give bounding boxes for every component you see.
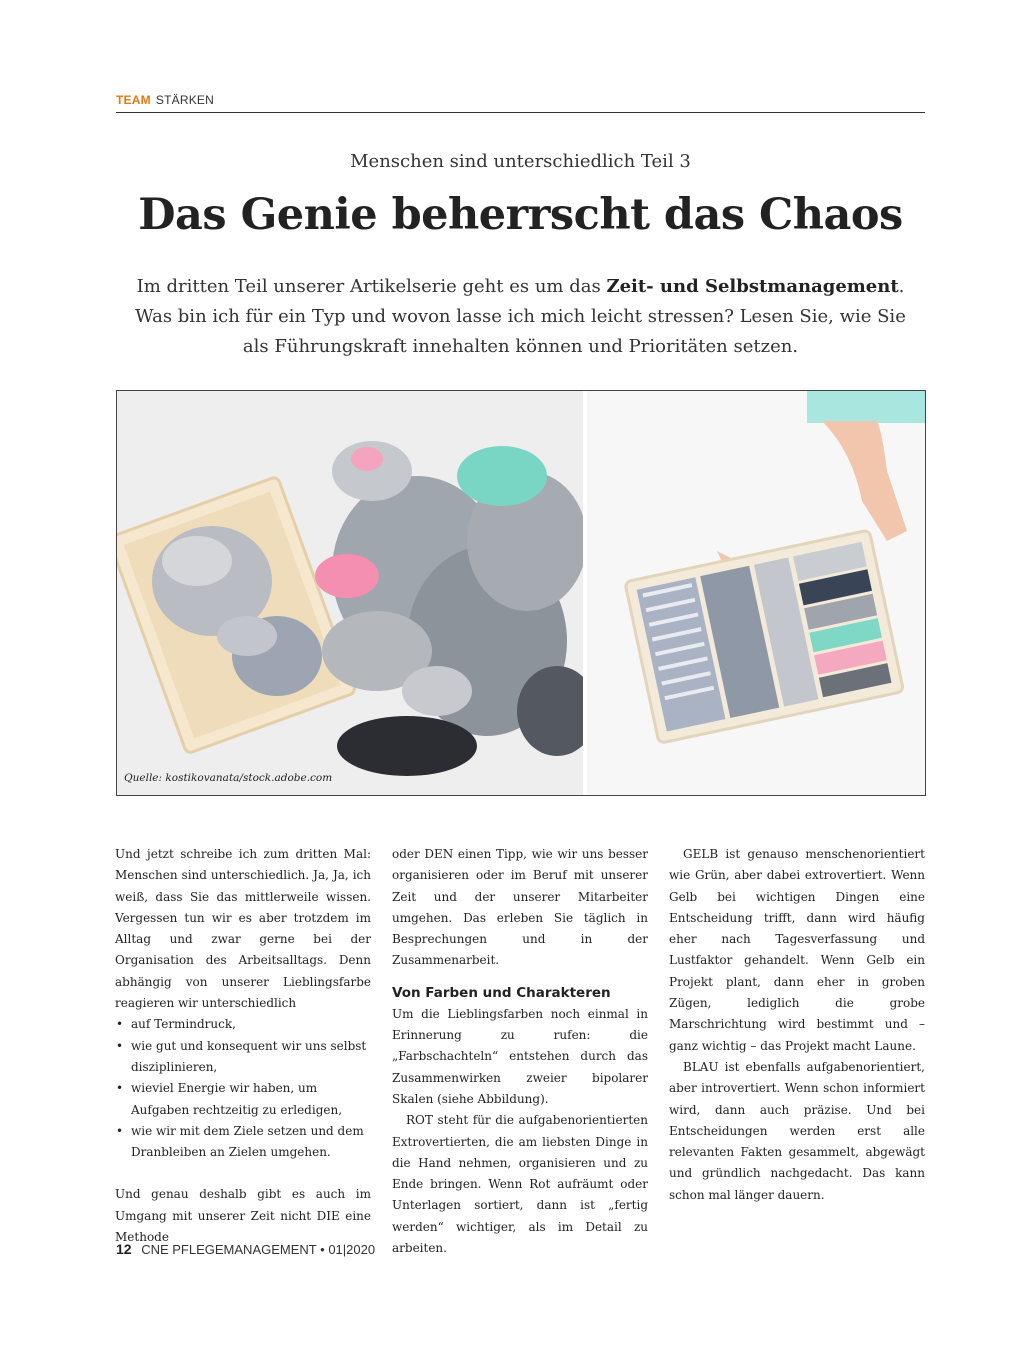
- section-label: STÄRKEN: [155, 93, 214, 107]
- bullet-list: [115, 1014, 371, 1163]
- list-item: • wieviel Energie wir haben, um Aufgaben rechtzeitig zu erledigen,: [115, 1078, 371, 1121]
- article-lead: [130, 272, 911, 362]
- lead-bold-text: Zeit- und Selbstmanagement: [606, 276, 899, 297]
- article-subtitle: Menschen sind unterschiedlich Teil 3: [350, 151, 691, 172]
- article-title: Das Genie beherrscht das Chaos: [138, 190, 903, 240]
- article-photo: [116, 390, 926, 796]
- text-column-2: [392, 844, 648, 1259]
- section-header: [116, 89, 925, 113]
- list-item: • wie wir mit dem Ziele setzen und dem Dranbleiben an Zielen umgehen.: [115, 1121, 371, 1164]
- publication-name: CNE PFLEGEMANAGEMENT: [141, 1242, 317, 1257]
- list-item: • wie gut und konsequent wir uns selbst disziplinieren,: [115, 1036, 371, 1079]
- text-column-3: [669, 844, 925, 1206]
- paragraph: Und genau deshalb gibt es auch im Umgang mit unserer Zeit nicht DIE eine Methode: [115, 1187, 371, 1245]
- text-column-1: [115, 844, 371, 1248]
- page-footer: [116, 1241, 375, 1257]
- paragraph: Und jetzt schreibe ich zum dritten Mal: Menschen sind unterschiedlich. Ja, Ja, ich weiß, dass Sie das mittlerweile wissen. Vergessen tun wir es aber trotzdem im Alltag und zwar gerne bei der Organisation des Arbeitsalltags. Denn abhängig von unserer Lieblingsfarbe reagieren wir unterschiedlich: [115, 847, 371, 1011]
- paragraph: ROT steht für die aufgabenorientierten Extrovertierten, die am liebsten Dinge in die Hand nehmen, organisieren und zu Ende bringen. Wenn Rot aufräumt oder Unterlagen sortiert, dann ist „fertig werden“ wichtiger, als im Detail zu arbeiten.: [392, 1113, 648, 1256]
- issue-number: 01|2020: [328, 1242, 376, 1257]
- paragraph: Um die Lieblingsfarben noch einmal in Erinnerung zu rufen: die „Farbschachteln“ entstehen durch das Zusammenwirken zweier bipolarer Skalen (siehe Abbildung).: [392, 1006, 648, 1106]
- section-heading: Von Farben und Charakteren: [392, 984, 611, 1001]
- page-number: 12: [116, 1241, 132, 1257]
- list-item: • auf Termindruck,: [115, 1014, 371, 1035]
- laundry-illustration: [117, 391, 925, 795]
- paragraph: oder DEN einen Tipp, wie wir uns besser organisieren oder im Beruf mit unserer Zeit und der unserer Mitarbeiter umgehen. Das erleben Sie täglich in Besprechungen und in der Zusammenarbeit.: [392, 847, 648, 968]
- paragraph: BLAU ist ebenfalls aufgabenorientiert, aber introvertiert. Wenn schon informiert wird, dann auch präzise. Und bei Entscheidungen werden erst alle relevanten Fakten gesammelt, abgewägt und gründlich nachgedacht. Das kann schon mal länger dauern.: [669, 1059, 925, 1202]
- footer-separator: •: [320, 1242, 325, 1257]
- section-label-highlight: TEAM: [116, 93, 151, 107]
- paragraph: GELB ist genauso menschenorientiert wie Grün, aber dabei extrovertiert. Wenn Gelb bei wichtigen Dingen eine Entscheidung trifft, dann wird häufig eher nach Tagesverfassung und Lustfaktor gehandelt. Wenn Gelb ein Projekt plant, dann eher in groben Zügen, lediglich die grobe Marschrichtung wird bestimmt und – ganz wichtig – das Projekt macht Laune.: [669, 847, 925, 1053]
- lead-text-end: . Was bin ich für ein Typ und wovon lasse ich mich leicht stressen? Lesen Sie, wie Sie als Führungskraft innehalten können und Prioritäten setzen.: [135, 276, 906, 357]
- lead-text: Im dritten Teil unserer Artikelserie geht es um das: [136, 276, 607, 297]
- photo-caption: Quelle: kostikovanata/stock.adobe.com: [124, 772, 333, 784]
